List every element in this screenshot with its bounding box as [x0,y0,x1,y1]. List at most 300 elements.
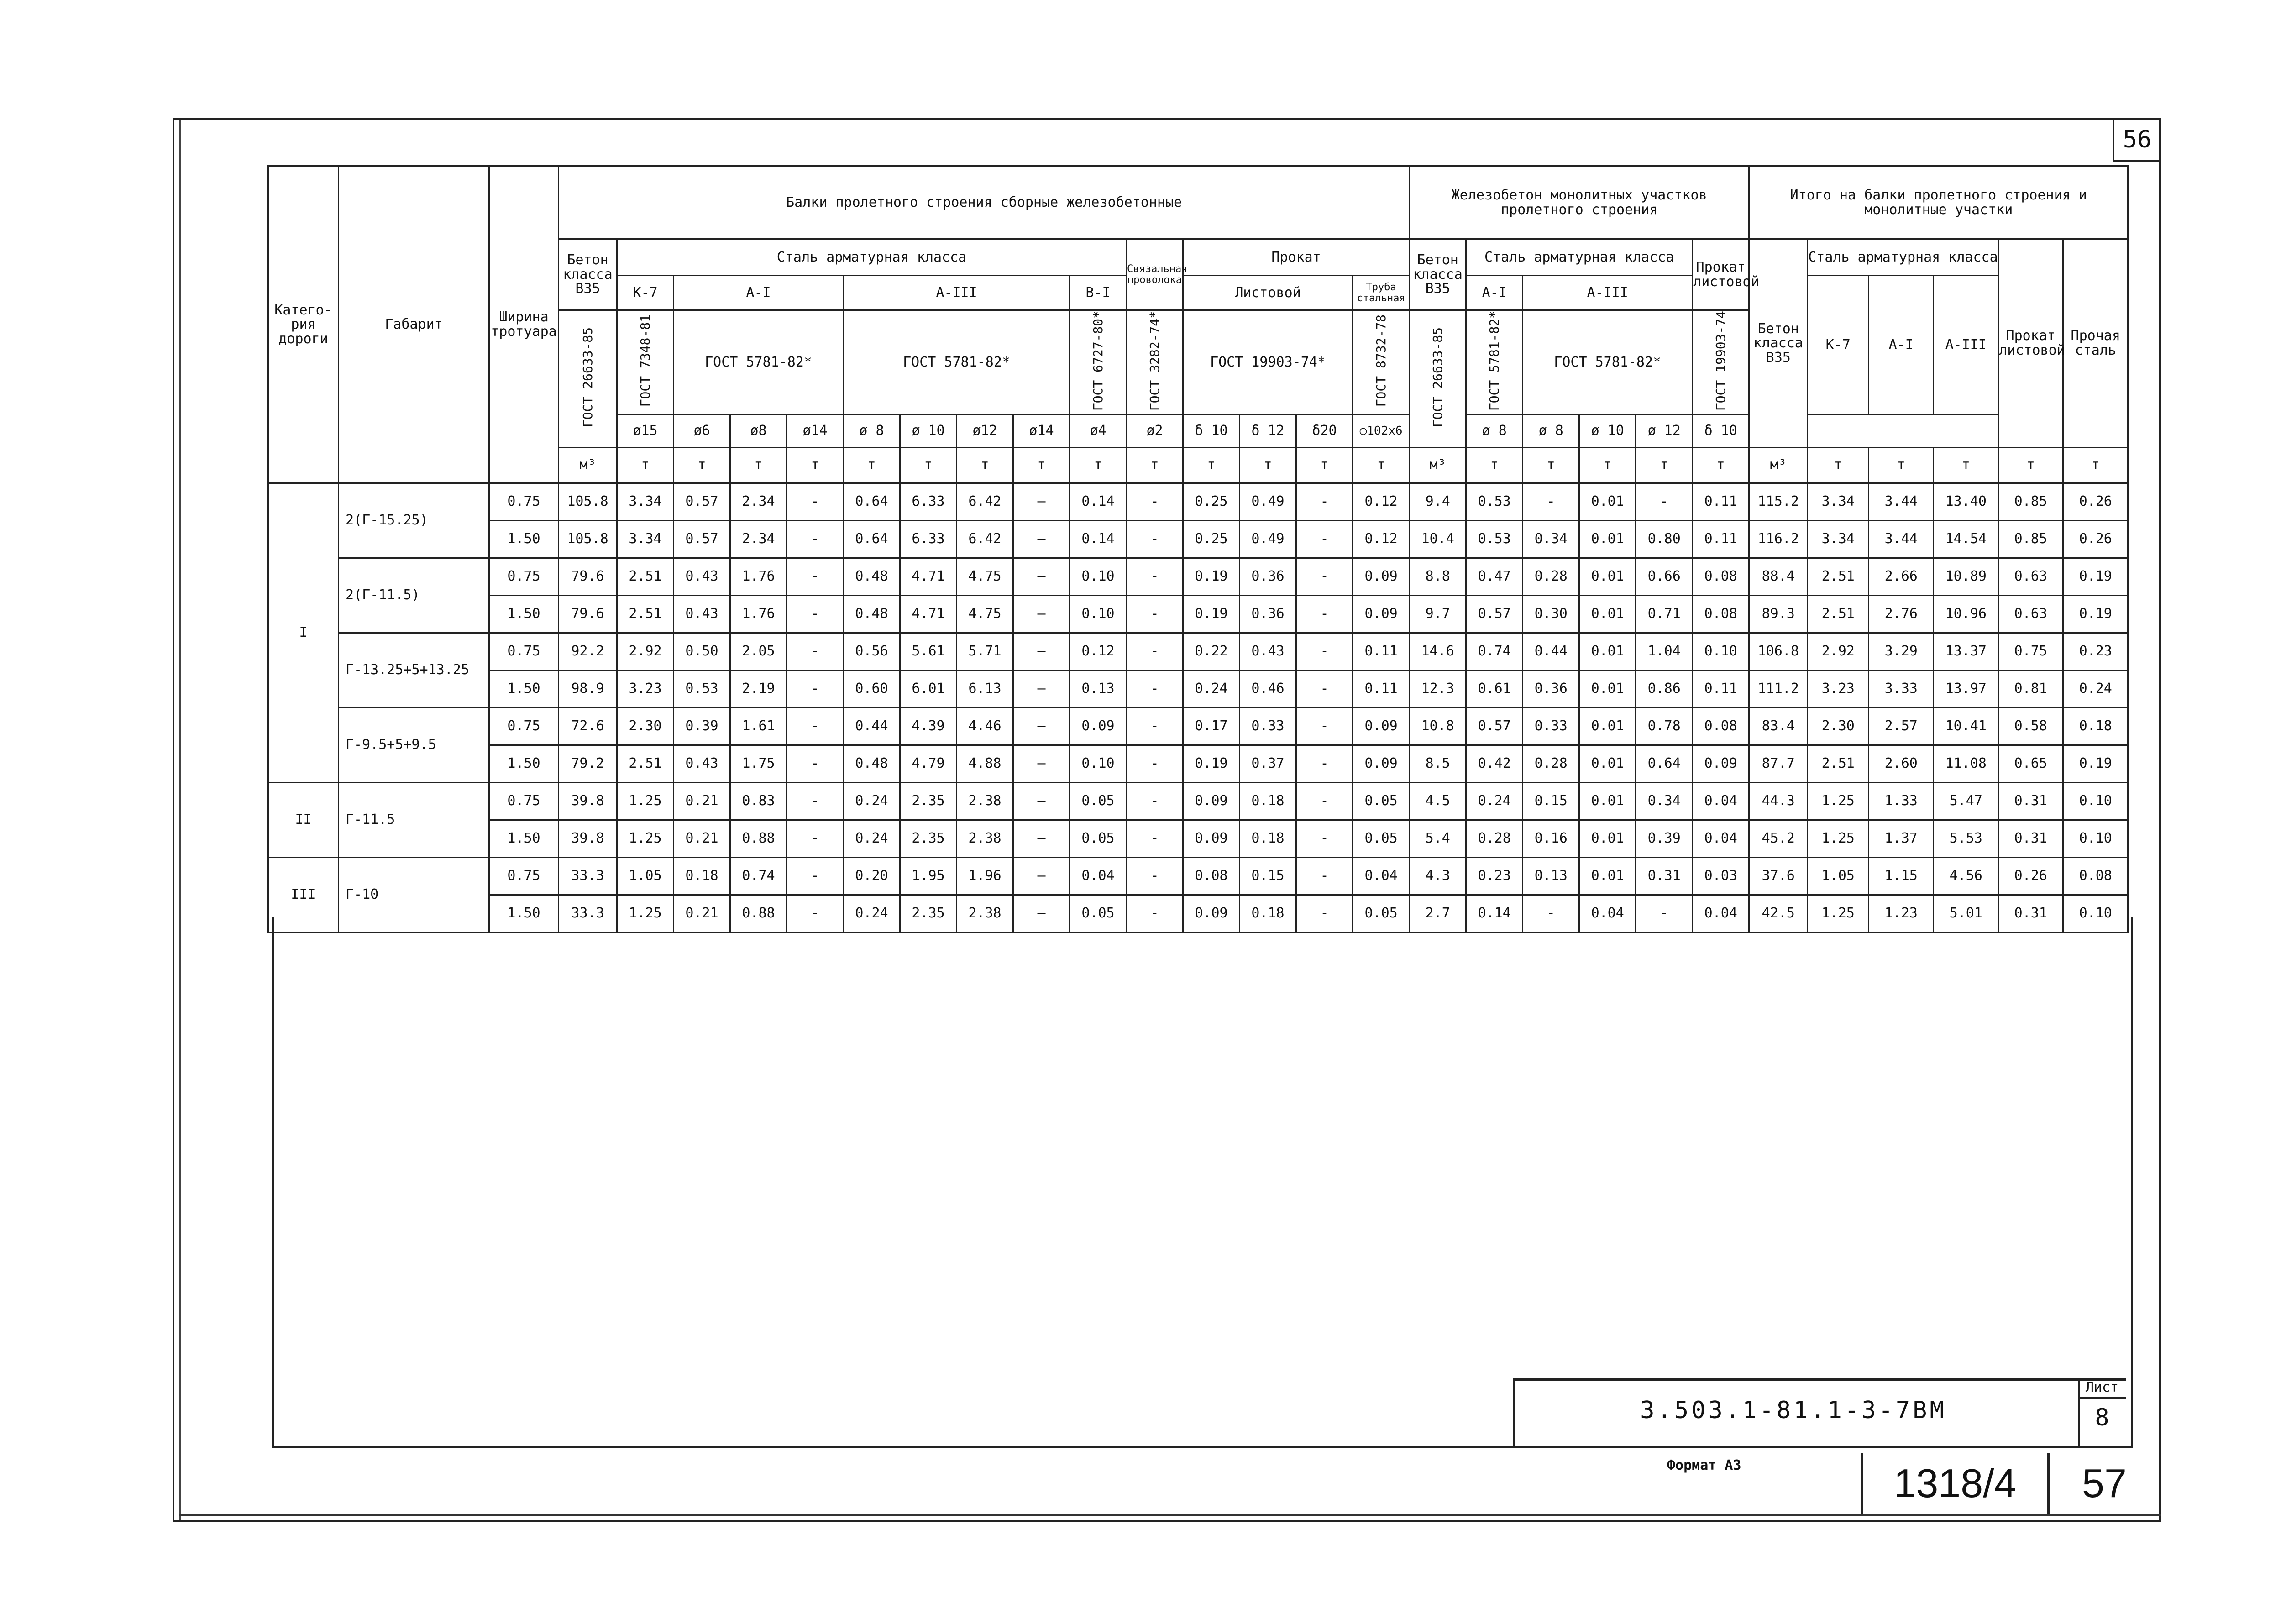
value-cell: 1.05 [617,857,674,895]
value-cell: 0.19 [2063,745,2128,782]
value-cell: 5.53 [1934,820,1998,857]
value-cell: 4.39 [900,707,957,745]
unit-cell: т [844,447,900,483]
value-cell: 0.12 [1070,633,1127,670]
value-cell: 1.25 [1808,782,1869,820]
empty-sheet-area [272,917,2133,1448]
g2-gost-5781b-label: ГОСТ 5781-82* [1523,310,1693,415]
value-cell: 0.44 [844,707,900,745]
value-cell: - [1127,895,1183,932]
value-cell: 87.7 [1749,745,1808,782]
value-cell: 0.24 [844,782,900,820]
value-cell: 0.43 [674,745,730,782]
value-cell: 0.30 [1523,595,1579,633]
value-cell: 0.47 [1466,558,1523,595]
value-cell: 0.10 [2063,895,2128,932]
unit-cell: т [1579,447,1636,483]
value-cell: 0.05 [1353,895,1410,932]
value-cell: 0.05 [1353,782,1410,820]
table-row [268,857,2191,895]
value-cell: - [787,483,844,520]
value-cell: 2.7 [1410,895,1466,932]
value-cell: — [1013,820,1070,857]
value-cell: 0.05 [1070,895,1127,932]
value-cell: 10.89 [1934,558,1998,595]
value-cell: 2.92 [617,633,674,670]
value-cell: 0.11 [1693,483,1749,520]
value-cell: 10.96 [1934,595,1998,633]
value-cell: - [787,520,844,558]
sidewalk-width-cell: 1.50 [489,595,559,633]
sidewalk-width-cell: 0.75 [489,782,559,820]
value-cell: 2.51 [617,595,674,633]
value-cell: 0.65 [1998,745,2063,782]
value-cell: 2.51 [1808,558,1869,595]
value-cell: 0.01 [1579,670,1636,707]
value-cell: 0.24 [844,895,900,932]
g2-a1-header: А-I [1466,276,1523,310]
value-cell: 0.66 [1636,558,1693,595]
unit-cell: т [2063,447,2128,483]
value-cell: 0.64 [1636,745,1693,782]
value-cell: 2.05 [730,633,787,670]
value-cell: 0.48 [844,558,900,595]
road-category-cell: I [268,483,339,782]
value-cell: 0.01 [1579,820,1636,857]
table-row [268,520,2191,558]
unit-cell: т [1013,447,1070,483]
value-cell: 3.33 [1869,670,1934,707]
value-cell: 1.05 [1808,857,1869,895]
value-cell: 1.25 [617,895,674,932]
value-cell: 83.4 [1749,707,1808,745]
value-cell: 3.23 [1808,670,1869,707]
value-cell: - [1296,633,1353,670]
value-cell: 0.56 [844,633,900,670]
value-cell: 0.60 [844,670,900,707]
unit-cell: т [1466,447,1523,483]
value-cell: 0.01 [1579,633,1636,670]
value-cell: - [787,782,844,820]
diam-header: ø4 [1070,414,1127,447]
value-cell: 0.01 [1579,483,1636,520]
unit-cell: т [900,447,957,483]
value-cell: 0.14 [1070,483,1127,520]
value-cell: 2.51 [617,745,674,782]
g3-other-header: Прочая сталь [2063,239,2128,448]
value-cell: 0.08 [2063,857,2128,895]
value-cell: - [1296,745,1353,782]
value-cell: 0.24 [1183,670,1240,707]
value-cell: 13.97 [1934,670,1998,707]
value-cell: 0.85 [1998,483,2063,520]
value-cell: 0.81 [1998,670,2063,707]
unit-cell: т [730,447,787,483]
value-cell: 0.31 [1998,782,2063,820]
value-cell: 8.8 [1410,558,1466,595]
gabarit-cell: Г-9.5+5+9.5 [339,707,489,782]
value-cell: 0.28 [1523,745,1579,782]
value-cell: 44.3 [1749,782,1808,820]
category-header: Катего-рия дороги [268,166,339,483]
gost-6727-label: ГОСТ 6727-80* [1070,310,1127,415]
unit-cell: т [1296,447,1353,483]
value-cell: — [1013,520,1070,558]
value-cell: 111.2 [1749,670,1808,707]
value-cell: 0.53 [1466,520,1523,558]
value-cell: — [1013,707,1070,745]
g2-gost-5781a-label: ГОСТ 5781-82* [1466,310,1523,415]
value-cell: 0.26 [1998,857,2063,895]
pipe-size-header: ○102х6 [1353,414,1410,447]
value-cell: — [1013,857,1070,895]
value-cell: 0.25 [1183,483,1240,520]
value-cell: 5.71 [957,633,1013,670]
value-cell: 1.23 [1869,895,1934,932]
value-cell: 2.92 [1808,633,1869,670]
sidewalk-width-cell: 0.75 [489,558,559,595]
value-cell: 0.74 [730,857,787,895]
value-cell: 2.60 [1869,745,1934,782]
value-cell: 0.71 [1636,595,1693,633]
data-body [268,483,2191,932]
diam-header: ø15 [617,414,674,447]
table-row [268,782,2191,820]
unit-cell: т [1240,447,1296,483]
value-cell: 0.10 [2063,820,2128,857]
thickness-header: δ20 [1296,414,1353,447]
value-cell: 0.61 [1466,670,1523,707]
bottom-page-number: 57 [2082,1461,2127,1506]
value-cell: 0.31 [1636,857,1693,895]
value-cell: 0.24 [844,820,900,857]
thickness-header: δ 12 [1240,414,1296,447]
value-cell: 0.09 [1353,558,1410,595]
diam-header: ø 8 [844,414,900,447]
value-cell: 79.6 [559,595,617,633]
value-cell: 10.41 [1934,707,1998,745]
value-cell: 11.08 [1934,745,1998,782]
value-cell: 0.18 [2063,707,2128,745]
g2-steel-header: Сталь арматурная класса [1466,239,1693,276]
gost-8732-label: ГОСТ 8732-78 [1353,310,1410,415]
value-cell: 1.25 [1808,895,1869,932]
value-cell: 3.29 [1869,633,1934,670]
g3-a1-header: А-I [1869,276,1934,415]
value-cell: — [1013,595,1070,633]
value-cell: 4.71 [900,595,957,633]
value-cell: 0.08 [1693,595,1749,633]
value-cell: - [787,670,844,707]
value-cell: 0.34 [1523,520,1579,558]
value-cell: 0.86 [1636,670,1693,707]
value-cell: 0.10 [1070,745,1127,782]
value-cell: 0.18 [1240,895,1296,932]
value-cell: - [787,820,844,857]
value-cell: 1.61 [730,707,787,745]
table-row [268,595,2191,633]
sidewalk-width-cell: 0.75 [489,633,559,670]
value-cell: 4.56 [1934,857,1998,895]
value-cell: 4.71 [900,558,957,595]
value-cell: 0.57 [674,483,730,520]
sidewalk-header: Ширина тротуара [489,166,559,483]
value-cell: 0.88 [730,895,787,932]
g3-steel-header: Сталь арматурная класса [1808,239,1998,276]
value-cell: 2.35 [900,895,957,932]
value-cell: - [1296,520,1353,558]
unit-cell: т [1934,447,1998,483]
value-cell: 9.4 [1410,483,1466,520]
value-cell: 4.79 [900,745,957,782]
value-cell: 0.09 [1353,707,1410,745]
value-cell: — [1013,670,1070,707]
value-cell: 0.39 [674,707,730,745]
unit-cell: т [1636,447,1693,483]
value-cell: 0.53 [674,670,730,707]
value-cell: 3.34 [617,483,674,520]
value-cell: 1.25 [617,782,674,820]
value-cell: 2.34 [730,483,787,520]
value-cell: 0.78 [1636,707,1693,745]
value-cell: 0.36 [1240,558,1296,595]
value-cell: - [1296,857,1353,895]
value-cell: 1.96 [957,857,1013,895]
value-cell: — [1013,558,1070,595]
g3-k7-header: К-7 [1808,276,1869,415]
value-cell: 4.88 [957,745,1013,782]
value-cell: 0.24 [1466,782,1523,820]
unit-cell: т [957,447,1013,483]
value-cell: 0.64 [844,483,900,520]
value-cell: 6.33 [900,483,957,520]
value-cell: - [1523,895,1579,932]
value-cell: 0.48 [844,595,900,633]
value-cell: 0.17 [1183,707,1240,745]
value-cell: 12.3 [1410,670,1466,707]
sheet-number: 8 [2095,1404,2109,1431]
unit-cell: т [1353,447,1410,483]
value-cell: - [1127,745,1183,782]
value-cell: 98.9 [559,670,617,707]
value-cell: 0.31 [1998,895,2063,932]
value-cell: - [1296,670,1353,707]
value-cell: 0.21 [674,895,730,932]
value-cell: 6.42 [957,520,1013,558]
value-cell: 0.15 [1240,857,1296,895]
value-cell: 105.8 [559,483,617,520]
value-cell: 2.51 [1808,595,1869,633]
value-cell: 0.26 [2063,520,2128,558]
top-page-number: 56 [2113,120,2160,162]
value-cell: 0.10 [1070,595,1127,633]
value-cell: 3.44 [1869,520,1934,558]
value-cell: 5.61 [900,633,957,670]
value-cell: 0.48 [844,745,900,782]
unit-cell: т [617,447,674,483]
value-cell: 0.04 [1070,857,1127,895]
value-cell: - [1127,483,1183,520]
value-cell: 3.34 [617,520,674,558]
value-cell: 4.3 [1410,857,1466,895]
road-category-cell: II [268,782,339,857]
value-cell: 0.34 [1636,782,1693,820]
value-cell: 72.6 [559,707,617,745]
value-cell: 4.75 [957,558,1013,595]
value-cell: 0.09 [1070,707,1127,745]
k7-header: К-7 [617,276,674,310]
value-cell: 0.09 [1183,820,1240,857]
g2-concrete-header: Бетон класса В35 [1410,239,1466,310]
value-cell: 0.04 [1693,895,1749,932]
value-cell: 0.19 [2063,595,2128,633]
diam-header: ø2 [1127,414,1183,447]
diam-header: ø6 [674,414,730,447]
g2-gost-26633-label: ГОСТ 26633-85 [1410,310,1466,448]
value-cell: - [1636,895,1693,932]
unit-cell: т [1808,447,1869,483]
value-cell: - [1296,820,1353,857]
gabarit-cell: Г-13.25+5+13.25 [339,633,489,707]
value-cell: 6.42 [957,483,1013,520]
value-cell: 0.10 [1693,633,1749,670]
value-cell: 115.2 [1749,483,1808,520]
value-cell: 0.57 [1466,707,1523,745]
value-cell: 4.46 [957,707,1013,745]
sidewalk-width-cell: 0.75 [489,707,559,745]
value-cell: 0.09 [1353,595,1410,633]
value-cell: 1.95 [900,857,957,895]
value-cell: 0.33 [1240,707,1296,745]
sidewalk-width-cell: 0.75 [489,483,559,520]
diam-header: ø 10 [900,414,957,447]
diam-header: ø14 [787,414,844,447]
value-cell: 6.33 [900,520,957,558]
g1-rolled-header: Прокат [1183,239,1410,276]
value-cell: - [1296,595,1353,633]
value-cell: 3.34 [1808,483,1869,520]
diam-header: ø 8 [1523,414,1579,447]
value-cell: 0.19 [1183,595,1240,633]
value-cell: 0.49 [1240,520,1296,558]
diam-header: ø14 [1013,414,1070,447]
value-cell: 2.57 [1869,707,1934,745]
value-cell: 39.8 [559,820,617,857]
b1-header: В-I [1070,276,1127,310]
value-cell: 0.09 [1693,745,1749,782]
table-row [268,745,2191,782]
value-cell: - [1127,820,1183,857]
value-cell: 2.38 [957,782,1013,820]
value-cell: - [787,558,844,595]
value-cell: 0.83 [730,782,787,820]
value-cell: - [1127,595,1183,633]
value-cell: 106.8 [1749,633,1808,670]
value-cell: 0.28 [1466,820,1523,857]
value-cell: - [1127,633,1183,670]
value-cell: - [787,745,844,782]
gabarit-cell: Г-10 [339,857,489,932]
value-cell: 2.51 [1808,745,1869,782]
gabarit-cell: 2(Г-11.5) [339,558,489,633]
unit-cell: м³ [559,447,617,483]
value-cell: 0.04 [1693,782,1749,820]
value-cell: 0.01 [1579,857,1636,895]
sheet-header: Листовой [1183,276,1353,310]
value-cell: 0.04 [1579,895,1636,932]
value-cell: 0.04 [1693,820,1749,857]
value-cell: 0.22 [1183,633,1240,670]
value-cell: 0.13 [1523,857,1579,895]
value-cell: 9.7 [1410,595,1466,633]
value-cell: 0.05 [1070,820,1127,857]
value-cell: - [1127,857,1183,895]
value-cell: 0.53 [1466,483,1523,520]
value-cell: 0.01 [1579,595,1636,633]
value-cell: 13.37 [1934,633,1998,670]
sidewalk-width-cell: 1.50 [489,895,559,932]
value-cell: — [1013,633,1070,670]
value-cell: 0.05 [1070,782,1127,820]
value-cell: — [1013,782,1070,820]
diam-header: ø 10 [1579,414,1636,447]
value-cell: 45.2 [1749,820,1808,857]
value-cell: 1.15 [1869,857,1934,895]
value-cell: - [1296,483,1353,520]
value-cell: 0.26 [2063,483,2128,520]
value-cell: 2.38 [957,820,1013,857]
g2-rolled-header: Прокат листовой [1693,239,1749,310]
value-cell: 1.25 [1808,820,1869,857]
value-cell: - [1296,707,1353,745]
value-cell: 88.4 [1749,558,1808,595]
g1-wire-header: Связальная проволока [1127,239,1183,310]
value-cell: 0.18 [1240,782,1296,820]
value-cell: 0.13 [1070,670,1127,707]
value-cell: 8.5 [1410,745,1466,782]
value-cell: 2.76 [1869,595,1934,633]
value-cell: 3.44 [1869,483,1934,520]
gost-5781-a3-label: ГОСТ 5781-82* [844,310,1070,415]
value-cell: 0.04 [1353,857,1410,895]
unit-cell: т [1869,447,1934,483]
value-cell: 5.01 [1934,895,1998,932]
value-cell: - [1127,782,1183,820]
value-cell: 1.37 [1869,820,1934,857]
value-cell: - [787,633,844,670]
value-cell: - [1636,483,1693,520]
value-cell: 10.4 [1410,520,1466,558]
unit-cell: т [1998,447,2063,483]
value-cell: 3.34 [1808,520,1869,558]
value-cell: 0.15 [1523,782,1579,820]
value-cell: 5.47 [1934,782,1998,820]
diam-header: ø 12 [1636,414,1693,447]
value-cell: 0.11 [1693,670,1749,707]
value-cell: - [1127,707,1183,745]
value-cell: 0.50 [674,633,730,670]
value-cell: 0.88 [730,820,787,857]
a1-header: А-I [674,276,844,310]
value-cell: 0.14 [1070,520,1127,558]
value-cell: 0.05 [1353,820,1410,857]
value-cell: 0.09 [1183,782,1240,820]
value-cell: 6.13 [957,670,1013,707]
value-cell: — [1013,745,1070,782]
value-cell: - [1296,558,1353,595]
value-cell: 0.63 [1998,558,2063,595]
value-cell: 0.01 [1579,707,1636,745]
